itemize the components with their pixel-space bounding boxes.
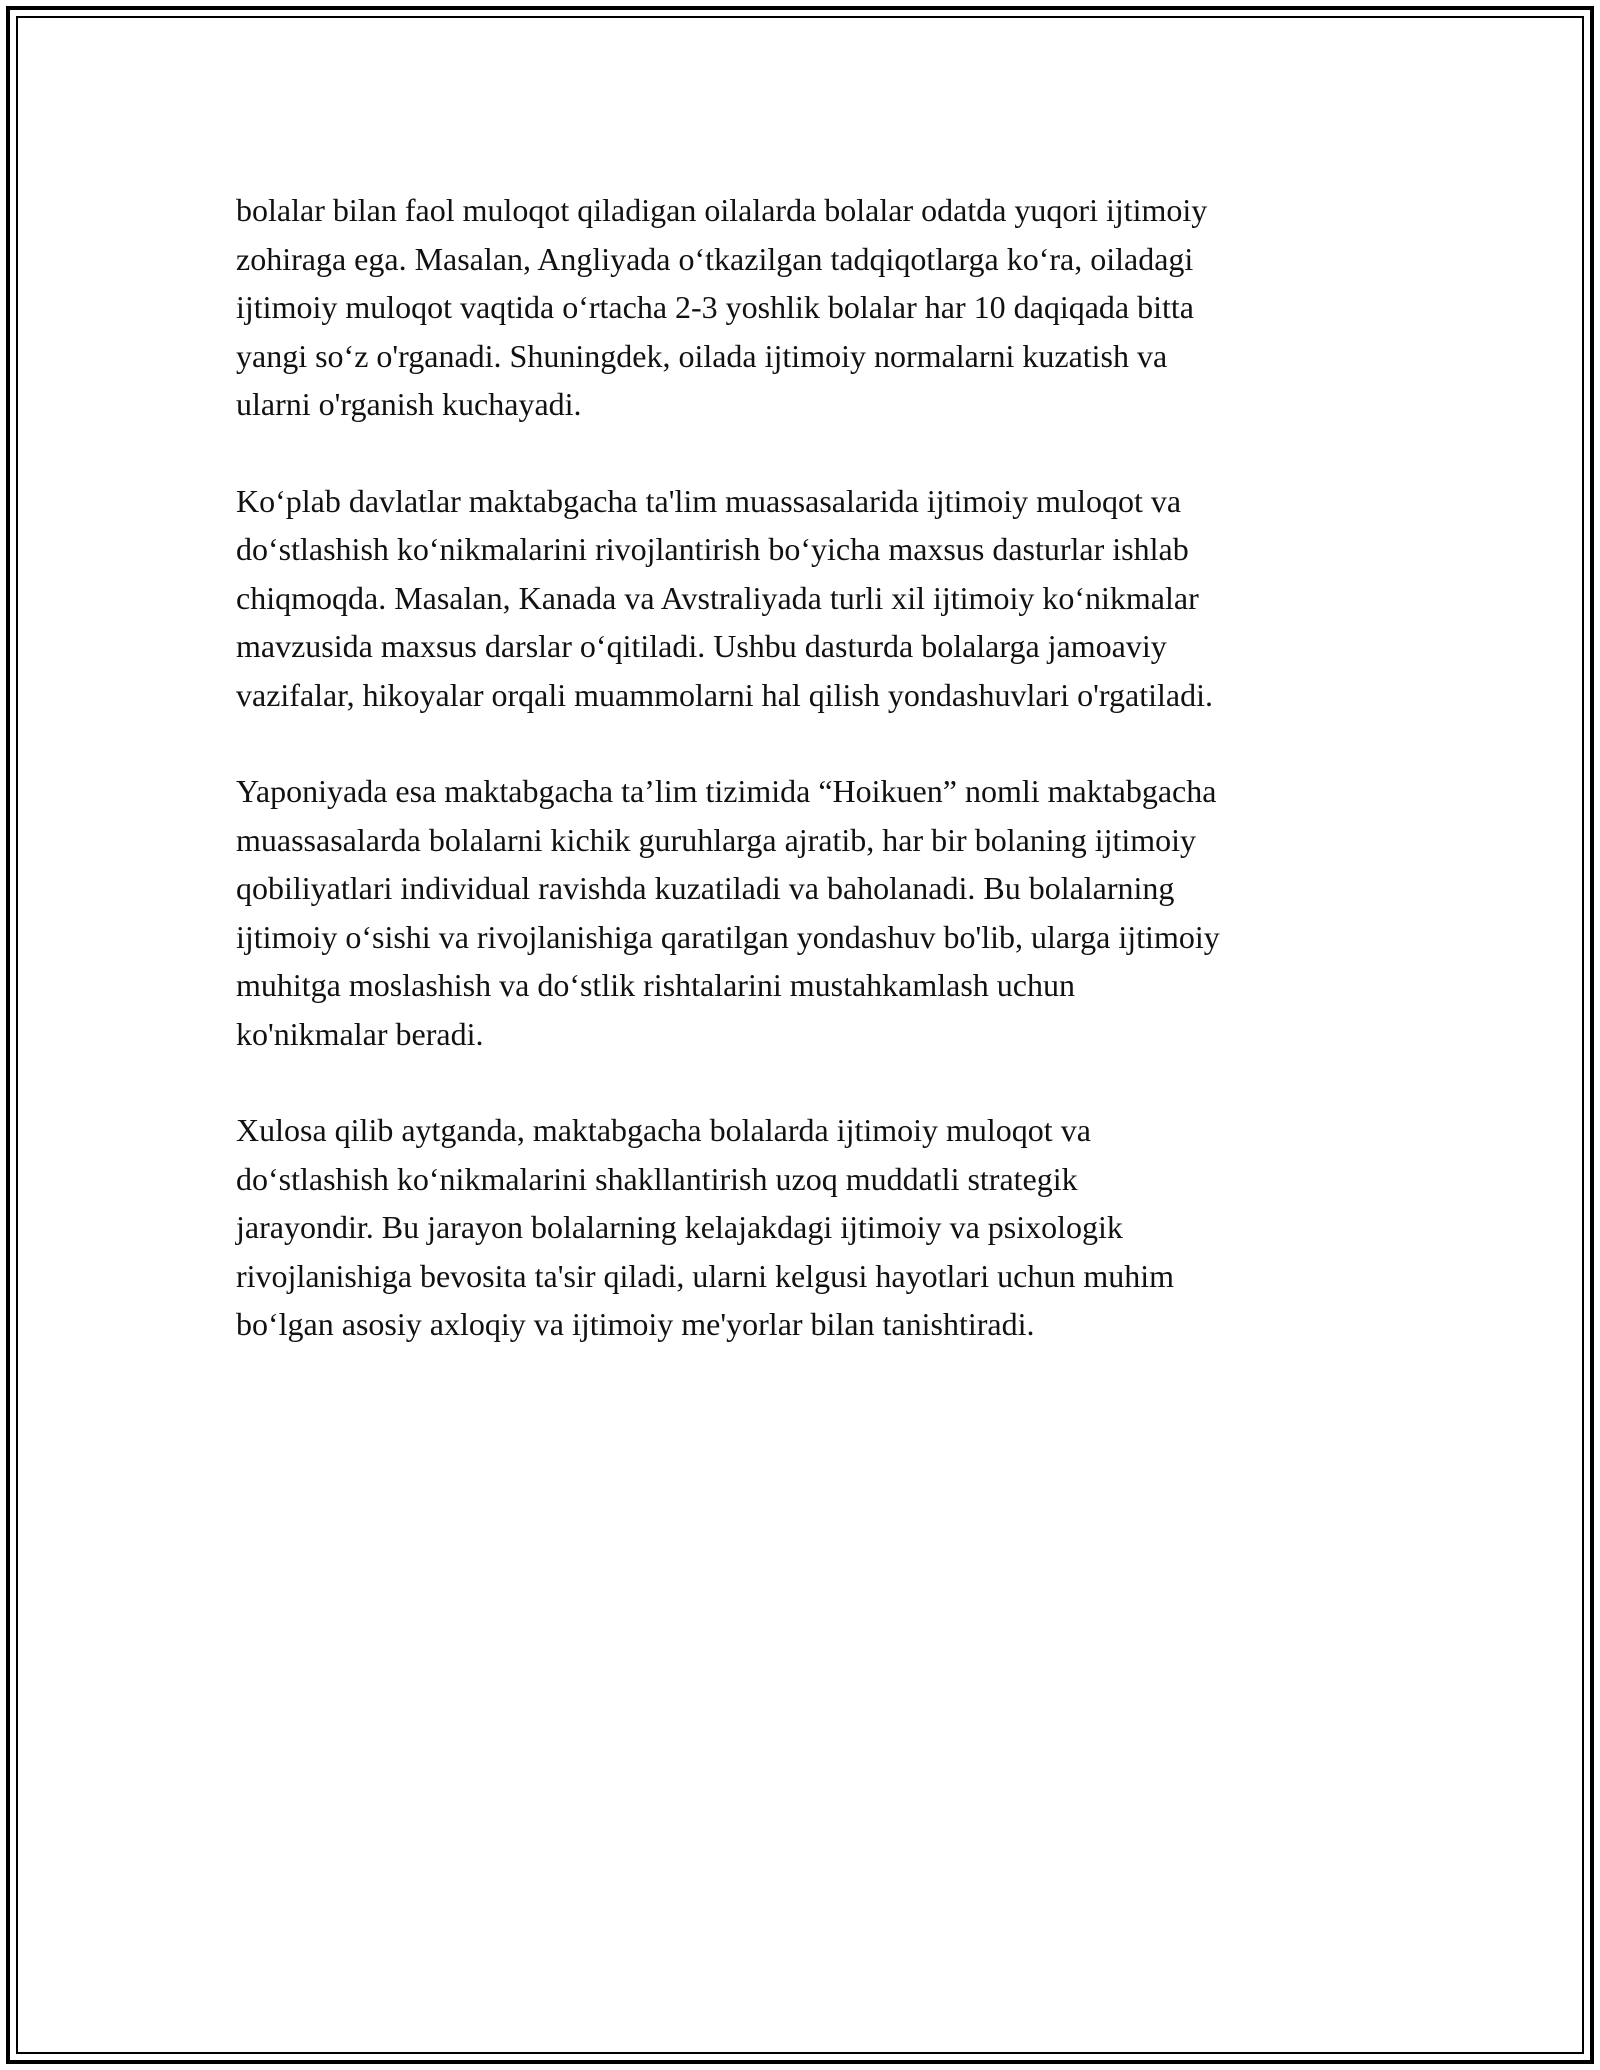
- paragraph-conclusion: [236, 1106, 1376, 1349]
- text-line: mavzusida maxsus darslar o‘qitiladi. Ushbu dasturda bolalarga jamoaviy: [236, 628, 1167, 664]
- paragraph-international-programs: [236, 477, 1376, 720]
- text-line: do‘stlashish ko‘nikmalarini rivojlantirish bo‘yicha maxsus dasturlar ishlab: [236, 531, 1189, 567]
- paragraph-family-communication: [236, 186, 1376, 429]
- text-line: qobiliyatlari individual ravishda kuzatiladi va baholanadi. Bu bolalarning: [236, 870, 1175, 906]
- text-line: muhitga moslashish va do‘stlik rishtalarini mustahkamlash uchun: [236, 967, 1075, 1003]
- text-line: zohiraga ega. Masalan, Angliyada o‘tkazilgan tadqiqotlarga ko‘ra, oiladagi: [236, 240, 1194, 277]
- text-line: jarayondir. Bu jarayon bolalarning kelajakdagi ijtimoiy va psixologik: [236, 1209, 1123, 1245]
- text-line: muassasalarda bolalarni kichik guruhlarga ajratib, har bir bolaning ijtimoiy: [236, 821, 1197, 858]
- text-line: yangi so‘z o'rganadi. Shuningdek, oilada ijtimoiy normalarni kuzatish va: [236, 337, 1168, 374]
- text-line: Yaponiyada esa maktabgacha ta’lim tizimida “Hoikuen” nomli maktabgacha: [236, 773, 1217, 809]
- text-line: ularni o'rganish kuchayadi.: [236, 386, 582, 422]
- text-line: Ko‘plab davlatlar maktabgacha ta'lim muassasalarida ijtimoiy muloqot va: [236, 482, 1182, 519]
- text-line: ijtimoiy muloqot vaqtida o‘rtacha 2-3 yoshlik bolalar har 10 daqiqada bitta: [236, 289, 1194, 325]
- text-line: rivojlanishiga bevosita ta'sir qiladi, ularni kelgusi hayotlari uchun muhim: [236, 1257, 1175, 1294]
- text-line: ijtimoiy o‘sishi va rivojlanishiga qaratilgan yondashuv bo'lib, ularga ijtimoiy: [236, 918, 1220, 955]
- text-line: chiqmoqda. Masalan, Kanada va Avstraliyada turli xil ijtimoiy ko‘nikmalar: [236, 579, 1199, 616]
- text-line: bo‘lgan asosiy axloqiy va ijtimoiy me'yorlar bilan tanishtiradi.: [236, 1306, 1035, 1342]
- text-line: ko'nikmalar beradi.: [236, 1015, 484, 1052]
- text-line: do‘stlashish ko‘nikmalarini shakllantirish uzoq muddatli strategik: [236, 1160, 1078, 1197]
- text-line: vazifalar, hikoyalar orqali muammolarni hal qilish yondashuvlari o'rgatiladi.: [236, 676, 1213, 713]
- text-line: Xulosa qilib aytganda, maktabgacha bolalarda ijtimoiy muloqot va: [236, 1112, 1091, 1148]
- document-body: [236, 186, 1376, 1397]
- text-line: bolalar bilan faol muloqot qiladigan oilalarda bolalar odatda yuqori ijtimoiy: [236, 192, 1208, 228]
- paragraph-japan-hoikuen: [236, 767, 1376, 1058]
